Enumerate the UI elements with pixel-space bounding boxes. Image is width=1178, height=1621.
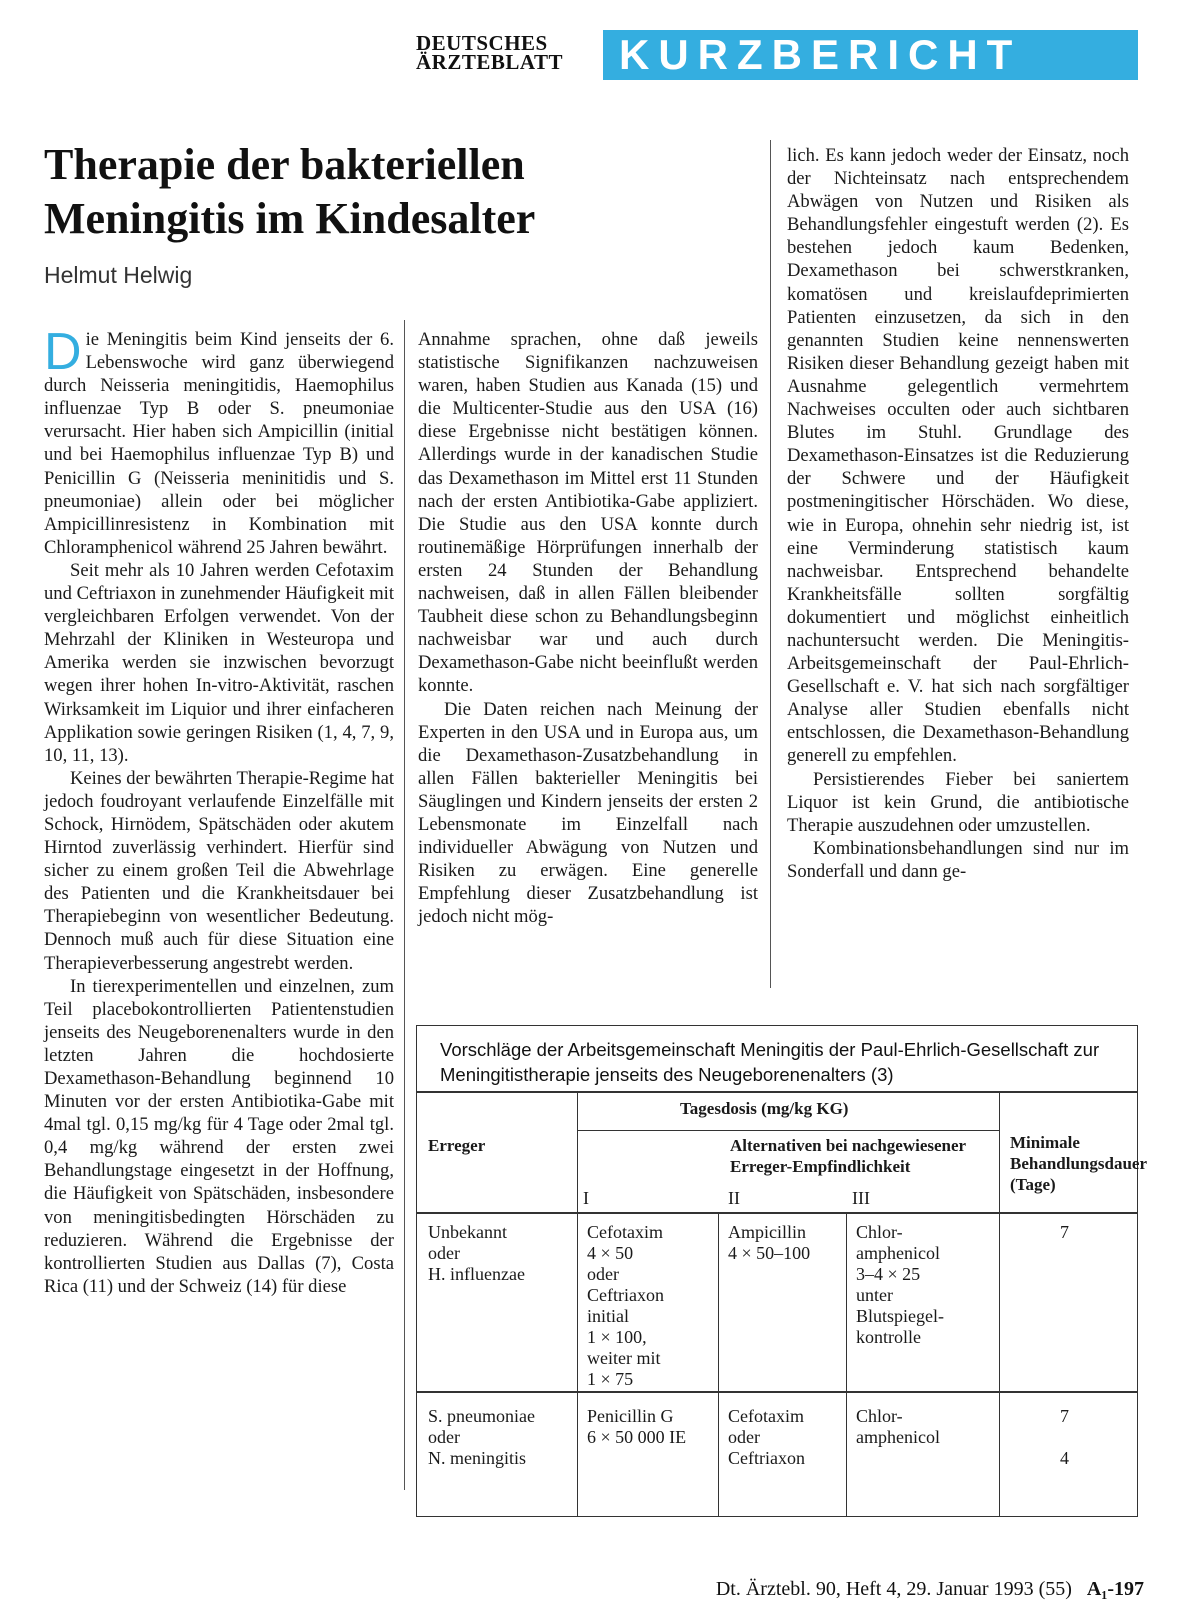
body-column-3 bbox=[787, 144, 1129, 883]
article-title bbox=[44, 138, 744, 246]
table-cell-II: Ampicillin 4 × 50–100 bbox=[728, 1222, 811, 1263]
header-duration: Minimale Behandlungsdauer (Tage) bbox=[1010, 1133, 1147, 1194]
table-cell-III: Chlor- amphenicol 3–4 × 25 unter Blutspiegel- kontrolle bbox=[856, 1222, 944, 1347]
table-caption: Vorschläge der Arbeitsgemeinschaft Meningitis der Paul-Ehrlich-Gesellschaft zur Meningitistherapie jenseits des Neugeborenenalters (3) bbox=[440, 1039, 1100, 1085]
table-rule bbox=[416, 1091, 1138, 1093]
header-dose: Tagesdosis (mg/kg KG) bbox=[680, 1099, 849, 1118]
paragraph: Seit mehr als 10 Jahren werden Cefotaxim und Ceftriaxon in zunehmender Häufigkeit mit vergleichbaren Erfolgen verwendet. Von der Mehrzahl der Kliniken in Westeuropa und Amerika werden sie inzwischen bevorzugt wegen ihrer hohen In-vitro-Aktivität, raschen Wirksamkeit im Liquior und ihrer einfacheren Applikation sowie geringen Risiken (1, 4, 7, 9, 10, 11, 13). bbox=[44, 559, 394, 766]
author-name: Helmut Helwig bbox=[44, 262, 193, 288]
table-cell-erreger: Unbekannt oder H. influenzae bbox=[428, 1222, 525, 1284]
table-rule bbox=[416, 1391, 1138, 1393]
journal-name bbox=[416, 31, 586, 74]
page-number: A₁-197 bbox=[1086, 1578, 1144, 1600]
table-rule bbox=[999, 1091, 1000, 1517]
page-footer bbox=[716, 1578, 1144, 1601]
table-cell-II: Cefotaxim oder Ceftriaxon bbox=[728, 1406, 805, 1468]
table-rule bbox=[577, 1091, 578, 1517]
header-column-II: II bbox=[728, 1188, 740, 1208]
table-rule bbox=[577, 1130, 999, 1131]
paragraph: Kombinationsbehandlungen sind nur im Sonderfall und dann ge- bbox=[787, 837, 1129, 882]
journal-name-line2: ÄRZTEBLATT bbox=[416, 50, 563, 74]
column-divider bbox=[404, 320, 405, 1490]
section-banner: KURZBERICHT bbox=[603, 30, 1138, 80]
header-erreger: Erreger bbox=[428, 1136, 486, 1155]
paragraph-text: ie Meningitis beim Kind jenseits der 6. Lebenswoche wird ganz überwiegend durch Neisseria meningitidis, Haemophilus influenzae Typ B oder S. pneumoniae verursacht. Hier haben sich Ampicillin (initial und bei Haemophilus influenzae Typ B) und Penicillin G (Neisseria meninitidis und S. pneumoniae) allein oder bei möglicher Ampicillinresistenz in Kombination mit Chloramphenicol während 25 Jahren bewährt. bbox=[44, 329, 394, 558]
paragraph: Die Daten reichen nach Meinung der Experten in den USA und in Europa aus, um die Dexamethason-Zusatzbehandlung in allen Fällen bakterieller Meningitis bei Säuglingen und Kindern jenseits der ersten 2 Lebensmonate im Einzelfall nach individueller Abwägung von Nutzen und Risiken zu erwägen. Eine generelle Empfehlung dieser Zusatzbehandlung ist jedoch nicht mög- bbox=[418, 698, 758, 928]
citation: Dt. Ärztebl. 90, Heft 4, 29. Januar 1993 (55) bbox=[715, 1578, 1072, 1600]
table-cell-duration: 7 bbox=[1060, 1222, 1069, 1242]
paragraph: Persistierendes Fieber bei saniertem Liquor ist kein Grund, die antibiotische Therapie auszudehnen oder umzustellen. bbox=[787, 768, 1129, 836]
title-line-2: Meningitis im Kindesalter bbox=[44, 194, 536, 243]
table-cell-I: Penicillin G 6 × 50 000 IE bbox=[587, 1406, 687, 1447]
table-cell-erreger: S. pneumoniae oder N. meningitis bbox=[428, 1406, 535, 1468]
table-rule bbox=[846, 1212, 847, 1517]
drop-cap: D bbox=[44, 323, 82, 381]
table-cell-I: Cefotaxim 4 × 50 oder Ceftriaxon initial 1 × 100, weiter mit 1 × 75 bbox=[587, 1222, 664, 1389]
header-column-I: I bbox=[583, 1188, 589, 1208]
journal-name-line1: DEUTSCHES bbox=[416, 31, 548, 55]
paragraph: Keines der bewährten Therapie-Regime hat jedoch foudroyant verlaufende Einzelfälle mit Schock, Hirnödem, Spätschäden oder akutem Hirntod zuverlässig verhindert. Hierfür sind sicher zu einem großen Teil die Abwehrlage des Patienten und die Krankheitsdauer bei Therapiebeginn von wesentlicher Bedeutung. Dennoch muß auch für diese Situation eine Therapieverbesserung angestrebt werden. bbox=[44, 767, 394, 974]
column-divider bbox=[770, 140, 771, 988]
title-line-1: Therapie der bakteriellen bbox=[44, 140, 525, 189]
header-alternatives: Alternativen bei nachgewiesener Erreger-Empfindlichkeit bbox=[730, 1136, 966, 1176]
table-rule bbox=[718, 1212, 719, 1517]
paragraph: In tierexperimentellen und einzelnen, zum Teil placebokontrollierten Patientenstudien jenseits des Neugeborenenalters wurde in den letzten Jahren die hochdosierte Dexamethason-Behandlung beginnend 10 Minuten vor der ersten Antibiotika-Gabe mit 4mal tgl. 0,15 mg/kg für 4 Tage oder 2mal tgl. 0,4 mg/kg während der ersten zwei Behandlungstage eingesetzt in der Hoffnung, die Häufigkeit von Spätschäden, insbesondere von meningitisbedingten Hörschäden zu reduzieren. Während die Ergebnisse der kontrollierten Studien aus Dallas (7), Costa Rica (11) und der Schweiz (14) für diese bbox=[44, 975, 394, 1297]
paragraph bbox=[44, 323, 394, 559]
body-column-1 bbox=[44, 323, 394, 1298]
table-cell-duration: 7 4 bbox=[1060, 1406, 1069, 1468]
body-column-2 bbox=[418, 328, 758, 928]
header-column-III: III bbox=[852, 1188, 870, 1208]
paragraph: Annahme sprachen, ohne daß jeweils statistische Signifikanzen nachzuweisen waren, haben Studien aus Kanada (15) und die Multicenter-Studie aus den USA (16) diese Ergebnisse nicht bestätigen können. Allerdings wurde in der kanadischen Studie das Dexamethason im Mittel erst 11 Stunden nach der ersten Antibiotika-Gabe appliziert. Die Studie aus den USA konnte durch routinemäßige Hörprüfungen innerhalb der ersten 24 Stunden der Behandlung nachweisen, daß in allen Fällen bleibender Taubheit diese schon zu Behandlungsbeginn nachweisbar war und auch durch Dexamethason-Gabe nicht beeinflußt werden konnte. bbox=[418, 329, 758, 697]
table-cell-III: Chlor- amphenicol bbox=[856, 1406, 940, 1447]
paragraph: lich. Es kann jedoch weder der Einsatz, noch der Nichteinsatz nach entsprechendem Abwägen von Nutzen und Risiken als Behandlungsfehler eingestuft werden (2). Es bestehen jedoch kaum Bedenken, Dexamethason bei schwerstkranken, komatösen und kreislaufdeprimierten Patienten einzusetzen, da sich in den genannten Studien keine nennenswerten Risiken dieser Behandlung gezeigt haben mit Ausnahme gelegentlich vermehrtem Nachweises occulten oder auch sichtbaren Blutes im Stuhl. Grundlage des Dexamethason-Einsatzes ist die Reduzierung der Schwere und der Häufigkeit postmeningitischer Hörschäden. Wo diese, wie in Europa, ohnehin sehr niedrig ist, ist eine Verminderung statistisch kaum nachweisbar. Entsprechend behandelte Krankheitsfälle sollten sorgfältig dokumentiert und möglichst einheitlich nachuntersucht werden. Die Meningitis-Arbeitsgemeinschaft der Paul-Ehrlich-Gesellschaft e. V. hat sich nach sorgfältiger Analyse aller Studien ebenfalls nicht entschlossen, die Dexamethason-Behandlung generell zu empfehlen. bbox=[787, 145, 1129, 767]
table-rule bbox=[416, 1212, 1138, 1214]
